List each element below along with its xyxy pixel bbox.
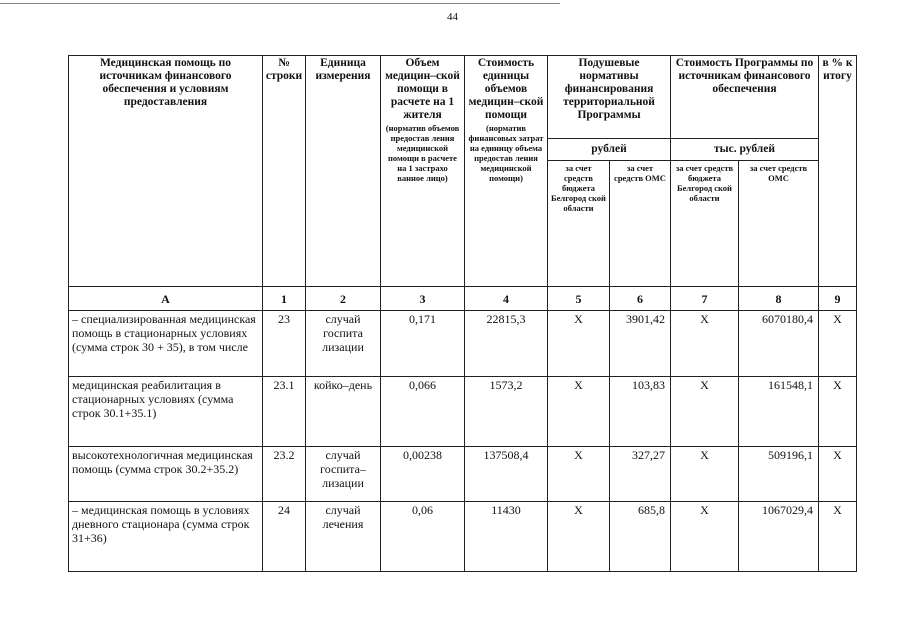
index-cell: 7	[671, 287, 739, 311]
index-cell: 5	[548, 287, 610, 311]
row-col6: 685,8	[610, 502, 671, 572]
table-row	[69, 311, 857, 377]
header-row-1	[69, 56, 857, 139]
header-col-9: в % к итогу	[819, 56, 857, 287]
index-row	[69, 287, 857, 311]
header-col-3-main: Объем медицин–ской помощи в расчете на 1 жителя	[385, 57, 460, 121]
index-cell: А	[69, 287, 263, 311]
index-cell: 2	[306, 287, 381, 311]
row-volume: 0,171	[381, 311, 465, 377]
row-unit: случай госпита– лизации	[306, 447, 381, 502]
index-cell: 8	[739, 287, 819, 311]
header-col-56-group: Подушевые нормативы финансирования территориальной Программы	[548, 56, 671, 139]
row-unit: случай госпита лизации	[306, 311, 381, 377]
row-col7: X	[671, 377, 739, 447]
row-col6: 103,83	[610, 377, 671, 447]
row-col7: X	[671, 502, 739, 572]
header-col-3-sub: (норматив объемов предостав ления медицинской помощи в расчете на 1 застрахо ванное лицо)	[385, 123, 460, 183]
header-col-7: за счет средств бюджета Белгород ской области	[671, 161, 739, 287]
row-name: – медицинская помощь в условиях дневного стационара (сумма строк 31+36)	[69, 502, 263, 572]
header-col-56-unit: рублей	[548, 139, 671, 161]
header-col-2: Единица измерения	[306, 56, 381, 287]
table-row	[69, 447, 857, 502]
row-number: 23.2	[263, 447, 306, 502]
row-cost: 1573,2	[465, 377, 548, 447]
header-col-4-sub: (норматив финансовых затрат на единицу объема предостав ления медицинской помощи)	[468, 123, 544, 183]
header-col-3	[381, 56, 465, 287]
row-volume: 0,06	[381, 502, 465, 572]
row-col9: X	[819, 377, 857, 447]
row-volume: 0,066	[381, 377, 465, 447]
row-col8: 1067029,4	[739, 502, 819, 572]
row-col5: X	[548, 377, 610, 447]
page-number: 44	[447, 11, 458, 23]
row-unit: случай лечения	[306, 502, 381, 572]
index-cell: 9	[819, 287, 857, 311]
row-volume: 0,00238	[381, 447, 465, 502]
header-col-4	[465, 56, 548, 287]
header-col-5: за счет средств бюджета Белгород ской области	[548, 161, 610, 287]
row-col9: X	[819, 311, 857, 377]
row-col6: 3901,42	[610, 311, 671, 377]
top-rule	[0, 3, 560, 4]
row-number: 24	[263, 502, 306, 572]
row-unit: койко–день	[306, 377, 381, 447]
row-col5: X	[548, 447, 610, 502]
row-col8: 161548,1	[739, 377, 819, 447]
row-col5: X	[548, 311, 610, 377]
row-number: 23	[263, 311, 306, 377]
header-col-8: за счет средств ОМС	[739, 161, 819, 287]
index-cell: 6	[610, 287, 671, 311]
header-col-78-unit: тыс. рублей	[671, 139, 819, 161]
row-col5: X	[548, 502, 610, 572]
row-col8: 509196,1	[739, 447, 819, 502]
row-name: высокотехнологичная медицинская помощь (сумма строк 30.2+35.2)	[69, 447, 263, 502]
row-col8: 6070180,4	[739, 311, 819, 377]
header-col-4-main: Стоимость единицы объемов медицин–ской помощи	[468, 57, 544, 121]
row-cost: 11430	[465, 502, 548, 572]
row-cost: 137508,4	[465, 447, 548, 502]
header-col-6: за счет средств ОМС	[610, 161, 671, 287]
financing-table	[68, 55, 857, 572]
header-col-a: Медицинская помощь по источникам финансового обеспечения и условиям предоставления	[69, 56, 263, 287]
row-number: 23.1	[263, 377, 306, 447]
row-col7: X	[671, 311, 739, 377]
table-row	[69, 502, 857, 572]
row-col9: X	[819, 502, 857, 572]
row-name: медицинская реабилитация в стационарных условиях (сумма строк 30.1+35.1)	[69, 377, 263, 447]
row-col7: X	[671, 447, 739, 502]
row-col9: X	[819, 447, 857, 502]
index-cell: 1	[263, 287, 306, 311]
table-row	[69, 377, 857, 447]
row-col6: 327,27	[610, 447, 671, 502]
row-cost: 22815,3	[465, 311, 548, 377]
header-col-78-group: Стоимость Программы по источникам финансового обеспечения	[671, 56, 819, 139]
header-col-1: № строки	[263, 56, 306, 287]
index-cell: 4	[465, 287, 548, 311]
index-cell: 3	[381, 287, 465, 311]
row-name: – специализированная медицинская помощь в стационарных условиях (сумма строк 30 + 35), в том числе	[69, 311, 263, 377]
